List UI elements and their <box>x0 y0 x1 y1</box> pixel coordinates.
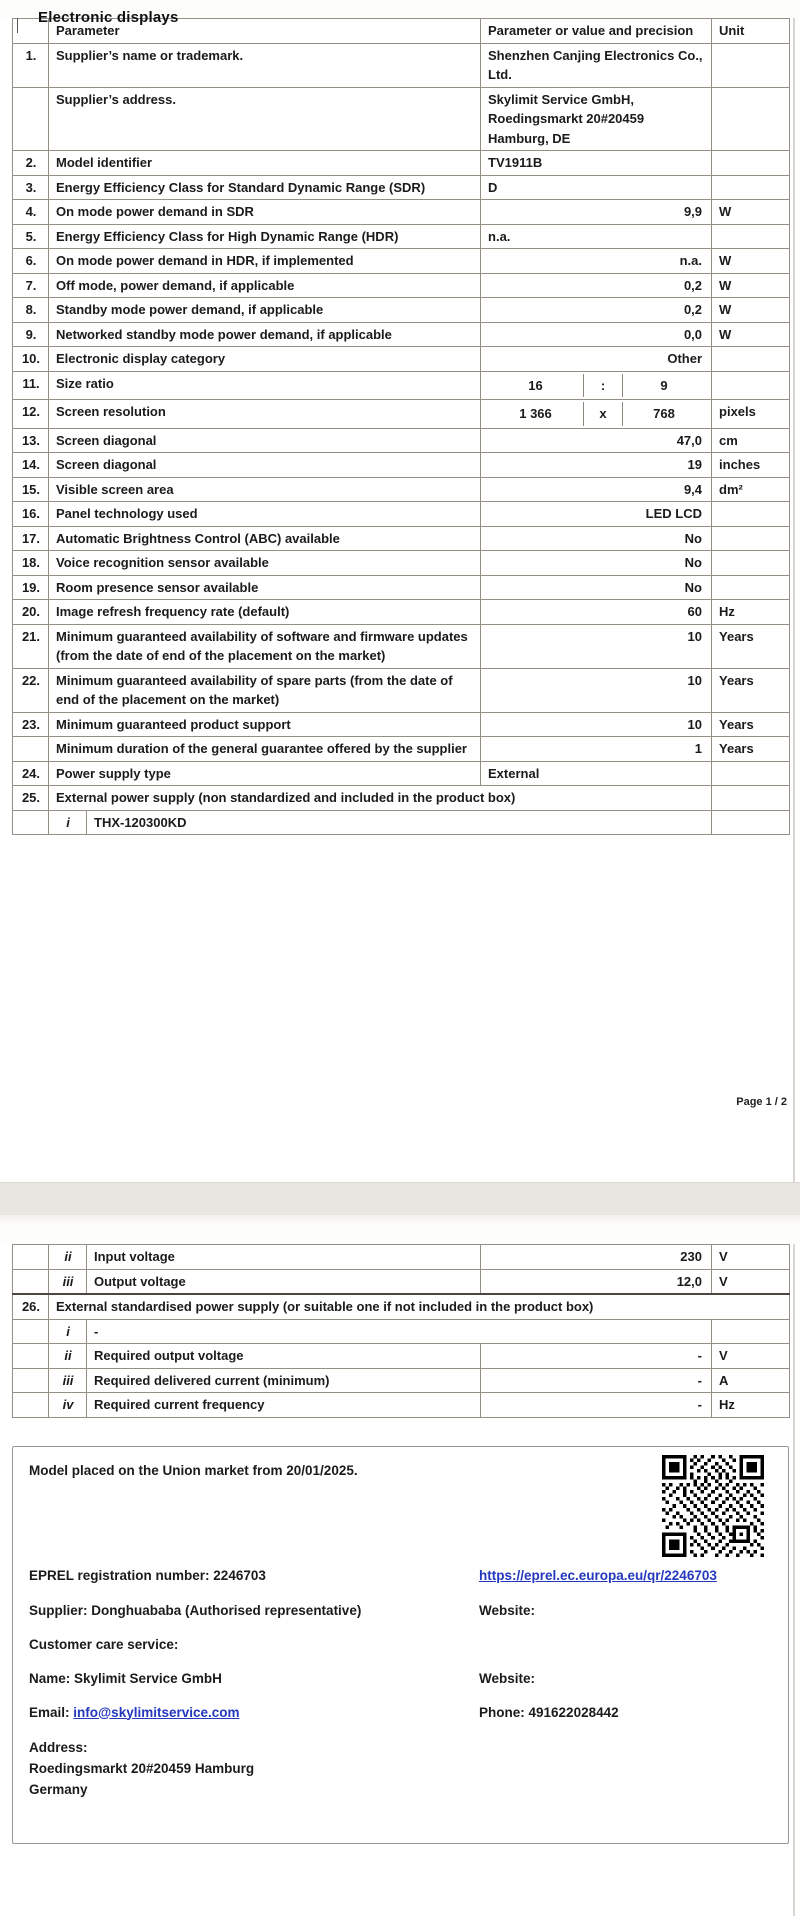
table-row <box>13 322 790 347</box>
param-cell: Screen resolution <box>49 400 481 429</box>
value-cell: 0,2 <box>481 298 712 323</box>
row-number-cell: 24. <box>13 761 49 786</box>
value-cell: 9,9 <box>481 200 712 225</box>
unit-cell <box>712 347 790 372</box>
value-cell: - <box>87 1319 712 1344</box>
roman-numeral-cell: ii <box>49 1245 87 1270</box>
eprel-row <box>29 1566 772 1586</box>
value-cell: n.a. <box>481 249 712 274</box>
unit-cell <box>712 43 790 87</box>
unit-cell <box>712 224 790 249</box>
row-number-cell: 1. <box>13 43 49 87</box>
value-cell: 10 <box>481 624 712 668</box>
param-cell: Supplier’s name or trademark. <box>49 43 481 87</box>
table-row <box>13 575 790 600</box>
param-cell: Required output voltage <box>87 1344 481 1369</box>
value-cell: 60 <box>481 600 712 625</box>
address-line-1: Roedingsmarkt 20#20459 Hamburg <box>29 1760 255 1776</box>
param-cell: Output voltage <box>87 1269 481 1294</box>
header-unit: Unit <box>712 19 790 44</box>
eprel-number: 2246703 <box>213 1567 266 1583</box>
page-2 <box>0 1244 800 1916</box>
param-span-cell: External standardised power supply (or suitable one if not included in the product box) <box>49 1294 790 1319</box>
unit-cell: Years <box>712 668 790 712</box>
row-number-cell: 13. <box>13 428 49 453</box>
value-cell: 10 <box>481 668 712 712</box>
service-name: Skylimit Service GmbH <box>74 1670 222 1686</box>
table-subrow <box>13 1319 790 1344</box>
row-number-cell: 21. <box>13 624 49 668</box>
roman-numeral-cell: i <box>49 810 87 835</box>
row-number-cell: 6. <box>13 249 49 274</box>
page-indicator: Page 1 / 2 <box>736 1096 787 1108</box>
eprel-registration <box>29 1566 479 1586</box>
supplier-info-box <box>12 1446 789 1844</box>
resolution-height: 768 <box>653 406 675 421</box>
row-number-cell <box>13 1319 49 1344</box>
table-row <box>13 87 790 151</box>
unit-cell <box>712 810 790 835</box>
param-cell: Minimum duration of the general guarantee offered by the supplier <box>49 737 481 762</box>
row-number-cell <box>13 737 49 762</box>
table-row <box>13 600 790 625</box>
table-row <box>13 761 790 786</box>
row-number-cell: 15. <box>13 477 49 502</box>
param-cell: Panel technology used <box>49 502 481 527</box>
row-number-cell: 16. <box>13 502 49 527</box>
param-cell: Automatic Brightness Control (ABC) available <box>49 526 481 551</box>
param-cell: Required current frequency <box>87 1393 481 1418</box>
table-row-span <box>13 786 790 811</box>
header-parameter: Parameter <box>49 19 481 44</box>
table-row <box>13 224 790 249</box>
customer-care-label: Customer care service: <box>29 1636 179 1652</box>
address-label: Address: <box>29 1739 88 1755</box>
value-cell: Other <box>481 347 712 372</box>
param-cell: Visible screen area <box>49 477 481 502</box>
eprel-label: EPREL registration number: <box>29 1567 210 1583</box>
value-cell <box>481 371 712 400</box>
supplier-row <box>29 1601 772 1620</box>
roman-numeral-cell: iii <box>49 1368 87 1393</box>
param-cell: Screen diagonal <box>49 428 481 453</box>
unit-cell: Years <box>712 737 790 762</box>
unit-cell: V <box>712 1245 790 1270</box>
value-cell: 9,4 <box>481 477 712 502</box>
row-number-cell: 10. <box>13 347 49 372</box>
value-cell: D <box>481 175 712 200</box>
roman-numeral-cell: i <box>49 1319 87 1344</box>
address-block <box>29 1737 772 1800</box>
product-fiche-table-page2 <box>12 1244 790 1418</box>
param-cell: Energy Efficiency Class for Standard Dynamic Range (SDR) <box>49 175 481 200</box>
table-row <box>13 175 790 200</box>
row-number-cell: 2. <box>13 151 49 176</box>
param-cell: Energy Efficiency Class for High Dynamic Range (HDR) <box>49 224 481 249</box>
resolution-separator: x <box>583 402 623 426</box>
unit-cell <box>712 1319 790 1344</box>
value-cell: Shenzhen Canjing Electronics Co., Ltd. <box>481 43 712 87</box>
param-cell: Electronic display category <box>49 347 481 372</box>
table-row <box>13 737 790 762</box>
unit-cell: cm <box>712 428 790 453</box>
table-row <box>13 712 790 737</box>
param-cell: On mode power demand in SDR <box>49 200 481 225</box>
value-cell <box>481 400 712 429</box>
eprel-qr-link[interactable]: https://eprel.ec.europa.eu/qr/2246703 <box>479 1567 717 1583</box>
unit-cell <box>712 502 790 527</box>
value-cell: No <box>481 526 712 551</box>
table-subrow <box>13 1393 790 1418</box>
value-cell: 230 <box>481 1245 712 1270</box>
product-fiche-table-page1 <box>12 18 790 835</box>
table-row <box>13 551 790 576</box>
table-row <box>13 43 790 87</box>
row-number-cell: 14. <box>13 453 49 478</box>
row-number-cell <box>13 1368 49 1393</box>
table-subrow <box>13 810 790 835</box>
resolution-width: 1 366 <box>519 406 552 421</box>
address-line-2: Germany <box>29 1781 88 1797</box>
table-row <box>13 428 790 453</box>
ratio-height: 9 <box>660 377 668 393</box>
value-cell: LED LCD <box>481 502 712 527</box>
unit-cell: W <box>712 200 790 225</box>
value-cell: n.a. <box>481 224 712 249</box>
value-cell: 0,0 <box>481 322 712 347</box>
param-span-cell: External power supply (non standardized and included in the product box) <box>49 786 712 811</box>
table-subrow <box>13 1344 790 1369</box>
row-number-cell: 5. <box>13 224 49 249</box>
param-cell: Supplier’s address. <box>49 87 481 151</box>
row-number-cell: 25. <box>13 786 49 811</box>
ratio-width: 16 <box>528 377 543 393</box>
unit-cell: V <box>712 1344 790 1369</box>
row-number-cell: 26. <box>13 1294 49 1319</box>
table-row <box>13 477 790 502</box>
unit-cell: inches <box>712 453 790 478</box>
param-cell: Required delivered current (minimum) <box>87 1368 481 1393</box>
unit-cell: V <box>712 1269 790 1294</box>
unit-cell: A <box>712 1368 790 1393</box>
value-cell: 1 <box>481 737 712 762</box>
table-row-span <box>13 1294 790 1319</box>
row-number-cell: 19. <box>13 575 49 600</box>
param-cell: Minimum guaranteed availability of software and firmware updates (from the date of end of the placement on the market) <box>49 624 481 668</box>
value-cell: - <box>481 1393 712 1418</box>
header-value: Parameter or value and precision <box>481 19 712 44</box>
value-cell: - <box>481 1368 712 1393</box>
unit-cell: Hz <box>712 1393 790 1418</box>
row-number-cell <box>13 810 49 835</box>
table-row <box>13 371 790 400</box>
param-cell: Room presence sensor available <box>49 575 481 600</box>
unit-cell <box>712 575 790 600</box>
spacer <box>29 1480 772 1566</box>
table-row <box>13 298 790 323</box>
page-edge-line <box>793 18 795 1182</box>
param-cell: Voice recognition sensor available <box>49 551 481 576</box>
value-cell: TV1911B <box>481 151 712 176</box>
unit-cell: W <box>712 273 790 298</box>
email-label: Email: <box>29 1704 70 1720</box>
unit-cell: W <box>712 322 790 347</box>
param-cell: Screen diagonal <box>49 453 481 478</box>
value-cell: No <box>481 551 712 576</box>
param-cell: Standby mode power demand, if applicable <box>49 298 481 323</box>
unit-cell <box>712 551 790 576</box>
service-name-row <box>29 1669 772 1688</box>
row-number-cell: 23. <box>13 712 49 737</box>
table-row <box>13 453 790 478</box>
table-subrow <box>13 1245 790 1270</box>
roman-numeral-cell: ii <box>49 1344 87 1369</box>
param-cell: Size ratio <box>49 371 481 400</box>
table-row <box>13 151 790 176</box>
row-number-cell: 17. <box>13 526 49 551</box>
value-cell: 10 <box>481 712 712 737</box>
unit-cell: Years <box>712 712 790 737</box>
value-cell: 0,2 <box>481 273 712 298</box>
unit-cell: Hz <box>712 600 790 625</box>
unit-cell: pixels <box>712 400 790 429</box>
value-cell: 19 <box>481 453 712 478</box>
param-cell: Minimum guaranteed product support <box>49 712 481 737</box>
value-cell: 47,0 <box>481 428 712 453</box>
market-placement-line: Model placed on the Union market from 20/01/2025. <box>29 1462 358 1478</box>
unit-cell <box>712 87 790 151</box>
param-cell: On mode power demand in HDR, if implemented <box>49 249 481 274</box>
table-row <box>13 249 790 274</box>
table-row <box>13 273 790 298</box>
row-number-cell: 8. <box>13 298 49 323</box>
phone-number: 491622028442 <box>528 1704 619 1720</box>
name-label: Name: <box>29 1670 71 1686</box>
row-number-cell: 22. <box>13 668 49 712</box>
ratio-separator: : <box>583 374 623 398</box>
table-row <box>13 526 790 551</box>
row-number-cell <box>13 1269 49 1294</box>
email-link[interactable]: info@skylimitservice.com <box>73 1704 240 1720</box>
roman-numeral-cell: iii <box>49 1269 87 1294</box>
row-number-cell <box>13 1344 49 1369</box>
param-cell: Minimum guaranteed availability of spare parts (from the date of end of the placement on the market) <box>49 668 481 712</box>
unit-cell: dm² <box>712 477 790 502</box>
unit-cell <box>712 371 790 400</box>
param-cell: Off mode, power demand, if applicable <box>49 273 481 298</box>
param-cell: Power supply type <box>49 761 481 786</box>
value-cell: Skylimit Service GmbH, Roedingsmarkt 20#20459 Hamburg, DE <box>481 87 712 151</box>
table-subrow <box>13 1269 790 1294</box>
page-edge-line <box>793 1244 795 1916</box>
unit-cell <box>712 151 790 176</box>
table-row <box>13 668 790 712</box>
unit-cell <box>712 526 790 551</box>
unit-cell: W <box>712 249 790 274</box>
qr-code <box>662 1455 764 1557</box>
table-subrow <box>13 1368 790 1393</box>
page-1 <box>0 9 800 1182</box>
document-title-clipped: Electronic displays <box>38 9 179 26</box>
row-number-cell: 7. <box>13 273 49 298</box>
param-cell: Image refresh frequency rate (default) <box>49 600 481 625</box>
row-number-cell <box>13 87 49 151</box>
row-number-cell: 3. <box>13 175 49 200</box>
page-separator <box>0 1182 800 1226</box>
row-number-cell: 4. <box>13 200 49 225</box>
supplier-label: Supplier: <box>29 1602 88 1618</box>
document-scan <box>0 9 800 1916</box>
supplier-name: Donghuababa (Authorised representative) <box>91 1602 362 1618</box>
clipped-border-fragment <box>17 18 18 33</box>
value-cell: - <box>481 1344 712 1369</box>
row-number-cell: 9. <box>13 322 49 347</box>
row-number-cell <box>13 1245 49 1270</box>
phone-label: Phone: <box>479 1704 525 1720</box>
table-row <box>13 200 790 225</box>
unit-cell <box>712 786 790 811</box>
customer-care-row <box>29 1635 772 1654</box>
table-row <box>13 400 790 429</box>
row-number-cell: 18. <box>13 551 49 576</box>
table-row <box>13 347 790 372</box>
website-label: Website: <box>479 1670 536 1686</box>
table-row <box>13 624 790 668</box>
row-number-cell: 20. <box>13 600 49 625</box>
value-cell: 12,0 <box>481 1269 712 1294</box>
param-cell: Networked standby mode power demand, if applicable <box>49 322 481 347</box>
website-label: Website: <box>479 1602 536 1618</box>
value-cell: External <box>481 761 712 786</box>
param-cell: Input voltage <box>87 1245 481 1270</box>
value-cell: THX-120300KD <box>87 810 712 835</box>
email-phone-row <box>29 1703 772 1722</box>
unit-cell: Years <box>712 624 790 668</box>
table-row <box>13 502 790 527</box>
unit-cell <box>712 175 790 200</box>
row-number-cell: 12. <box>13 400 49 429</box>
unit-cell <box>712 761 790 786</box>
row-number-cell: 11. <box>13 371 49 400</box>
param-cell: Model identifier <box>49 151 481 176</box>
row-number-cell <box>13 1393 49 1418</box>
value-cell: No <box>481 575 712 600</box>
unit-cell: W <box>712 298 790 323</box>
roman-numeral-cell: iv <box>49 1393 87 1418</box>
